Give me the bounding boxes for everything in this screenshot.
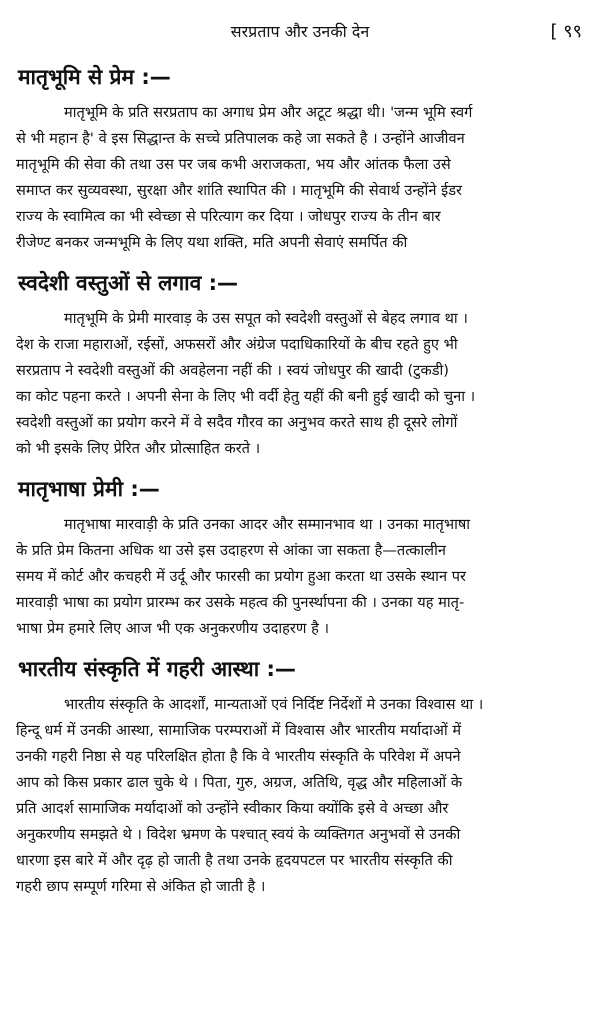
text-line: मारवाड़ी भाषा का प्रयोग प्रारम्भ कर उसके महत्व की पुनर्स्थापना की । उनका यह मातृ- [16,594,465,611]
text-line: राज्य के स्वामित्व का भी स्वेच्छा से परित्याग कर दिया । जोधपुर राज्य के तीन बार [16,208,441,225]
section-heading: स्वदेशी वस्तुओं से लगाव :— [18,271,239,295]
section [14,62,586,256]
section [14,474,586,642]
text-line: मातृभूमि की सेवा की तथा उस पर जब कभी अराजकता, भय और आंतक फैला उसे [16,156,451,173]
text-line: का कोट पहना करते । अपनी सेना के लिए भी वर्दी हेतु यहीं की बनी हुई खादी को चुना । [16,388,476,405]
text-line: से भी महान है' वे इस सिद्धान्त के सच्चे प्रतिपालक कहे जा सकते है । उन्होंने आजीवन [16,130,465,147]
text-line: समाप्त कर सुव्यवस्था, सुरक्षा और शांति स्थापित की । मातृभूमि की सेवार्थ उन्होंने ईडर [16,182,463,199]
text-line: भारतीय संस्कृति के आदर्शों, मान्यताओं एवं निर्दिष्ट निर्देशों मे उनका विश्वास था । [64,696,484,713]
paragraph [16,512,584,642]
section [14,268,586,462]
text-line: मातृभाषा मारवाड़ी के प्रति उनका आदर और सम्मानभाव था । उनका मातृभाषा [64,516,471,533]
paragraph [16,100,584,256]
text-line: अनुकरणीय समझते थे । विदेश भ्रमण के पश्चात् स्वयं के व्यक्तिगत अनुभवों से उनकी [16,826,461,843]
paragraph [16,306,584,462]
text-line: धारणा इस बारे में और दृढ़ हो जाती है तथा उनके हृदयपटल पर भारतीय संस्कृति की [16,852,453,869]
text-line: को भी इसके लिए प्रेरित और प्रोत्साहित करते । [16,440,261,457]
text-line: भाषा प्रेम हमारे लिए आज भी एक अनुकरणीय उदाहरण है । [16,620,330,637]
section [14,654,586,900]
text-line: रीजेण्ट बनकर जन्मभूमि के लिए यथा शक्ति, मति अपनी सेवाएं समर्पित की [16,234,408,251]
text-line: प्रति आदर्श सामाजिक मर्यादाओं को उन्होंने स्वीकार किया क्योंकि इसे वे अच्छा और [16,800,449,817]
text-line: मातृभूमि के प्रति सरप्रताप का अगाध प्रेम और अटूट श्रद्धा थी। 'जन्म भूमि स्वर्ग [64,104,473,121]
section-heading: मातृभाषा प्रेमी :— [18,477,160,501]
text-line: सरप्रताप ने स्वदेशी वस्तुओं की अवहेलना नहीं की । स्वयं जोधपुर की खादी (टुकडी) [16,362,449,379]
text-line: मातृभूमि के प्रेमी मारवाड़ के उस सपूत को स्वदेशी वस्तुओं से बेहद लगाव था । [64,310,468,327]
text-line: स्वदेशी वस्तुओं का प्रयोग करने में वे सदैव गौरव का अनुभव करते साथ ही दूसरे लोगों [16,414,458,431]
running-header [14,14,586,50]
text-line: के प्रति प्रेम कितना अधिक था उसे इस उदाहरण से आंका जा सकता है—तत्कालीन [16,542,446,559]
text-line: उनकी गहरी निष्ठा से यह परिलक्षित होता है कि वे भारतीय संस्कृति के परिवेश में अपने [16,748,461,765]
text-line: हिन्दू धर्म में उनकी आस्था, सामाजिक परम्पराओं में विश्वास और भारतीय मर्यादाओं में [16,722,462,739]
text-line: देश के राजा महाराओं, रईसों, अफसरों और अंग्रेज पदाधिकारियों के बीच रहते हुए भी [16,336,458,353]
paragraph [16,692,584,900]
text-line: आप को किस प्रकार ढाल चुके थे । पिता, गुरु, अग्रज, अतिथि, वृद्ध और महिलाओं के [16,774,463,791]
section-heading: मातृभूमि से प्रेम :— [18,65,171,89]
running-title: सरप्रताप और उनकी देन [230,22,370,41]
text-line: समय में कोर्ट और कचहरी में उर्दू और फारसी का प्रयोग हुआ करता था उसके स्थान पर [16,568,466,585]
page-number: [ ९९ [550,21,582,42]
section-heading: भारतीय संस्कृति में गहरी आस्था :— [18,657,296,681]
text-line: गहरी छाप सम्पूर्ण गरिमा से अंकित हो जाती है । [16,878,266,895]
page-body [14,62,586,900]
